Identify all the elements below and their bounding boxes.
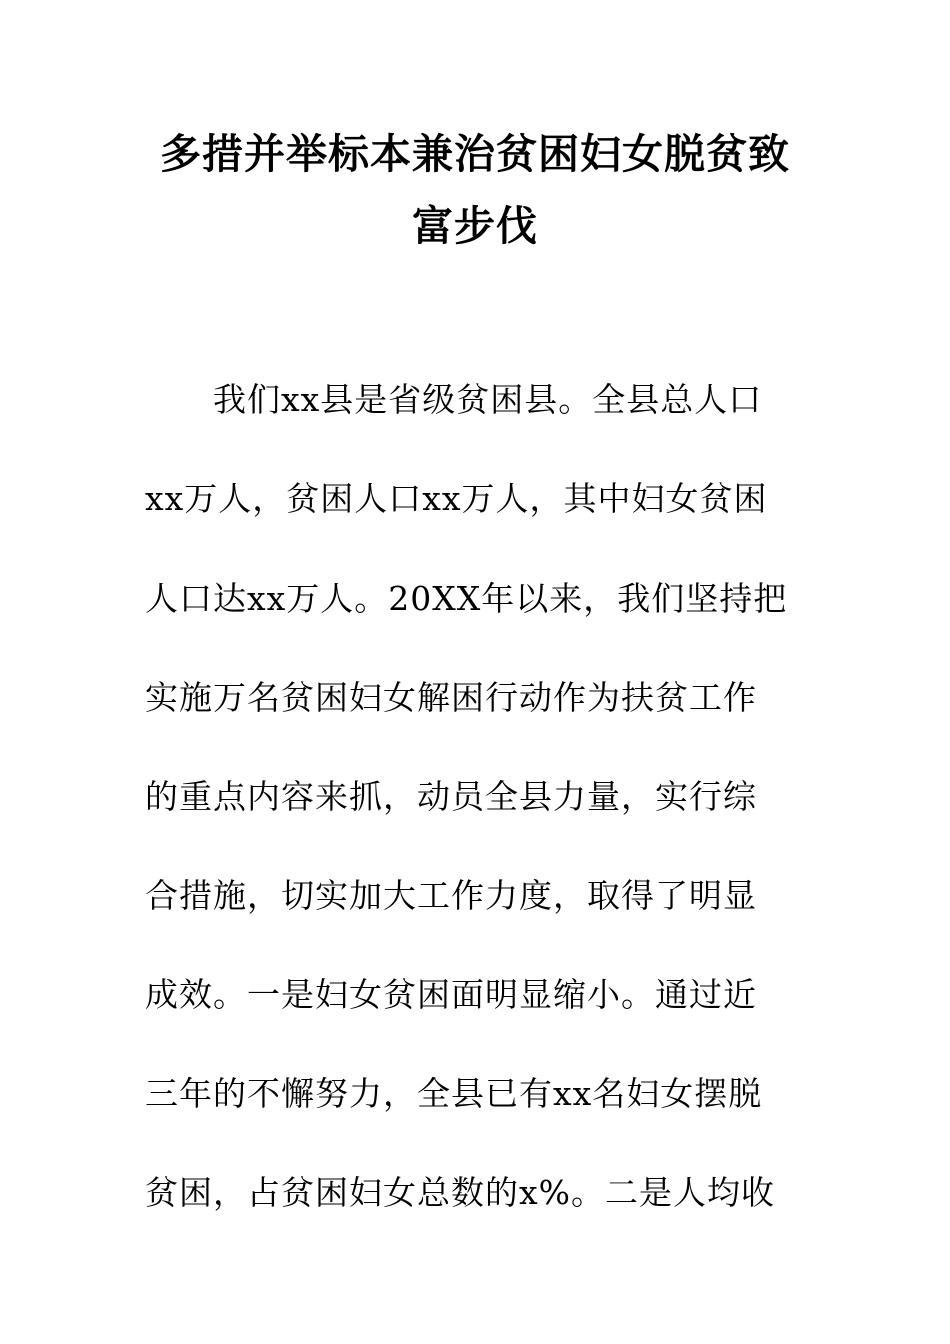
body-line-3: 人口达xx万人。20XX年以来，我们坚持把 xyxy=(145,579,788,618)
body-line-2: xx万人，贫困人口xx万人，其中妇女贫困 xyxy=(145,479,768,518)
body-line-6: 合措施，切实加大工作力度，取得了明显 xyxy=(145,876,757,915)
body-line-8: 三年的不懈努力，全县已有xx名妇女摆脱 xyxy=(145,1074,763,1113)
document-title-line-1: 多措并举标本兼治贫困妇女脱贫致 xyxy=(160,130,790,178)
body-line-4: 实施万名贫困妇女解困行动作为扶贫工作 xyxy=(145,678,757,717)
document-title-line-2: 富步伐 xyxy=(412,202,538,250)
body-line-7: 成效。一是妇女贫困面明显缩小。通过近 xyxy=(145,975,757,1014)
body-line-5: 的重点内容来抓，动员全县力量，实行综 xyxy=(145,777,757,816)
body-line-1: 我们xx县是省级贫困县。全县总人口 xyxy=(213,380,763,419)
body-line-9: 贫困，占贫困妇女总数的x%。二是人均收 xyxy=(145,1173,775,1212)
